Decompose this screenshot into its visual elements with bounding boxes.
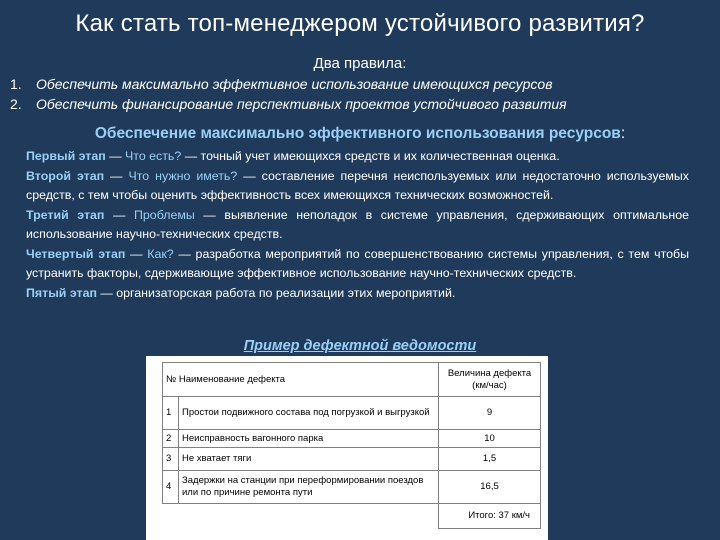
- stage-text: — точный учет имеющихся средств и их количественная оценка.: [181, 149, 560, 163]
- stage-item: [26, 206, 689, 245]
- header-num-name: [163, 363, 439, 397]
- stage-dash: —: [125, 246, 148, 261]
- row-num: 4: [163, 471, 179, 504]
- rule-number: 2.: [10, 96, 22, 112]
- header-num: №: [166, 373, 177, 385]
- stage-dash: —: [104, 207, 135, 222]
- row-name: Простои подвижного состава под погрузкой и выгрузкой: [179, 397, 439, 430]
- row-num: 1: [163, 397, 179, 430]
- total-spacer: [163, 504, 439, 529]
- example-title-text: Пример дефектной ведомости: [243, 338, 477, 354]
- stage-question: Что нужно иметь?: [128, 168, 238, 183]
- stage-item: [26, 167, 689, 206]
- stage-question: Как?: [147, 246, 174, 261]
- table-row: [163, 430, 541, 448]
- rule-item: [10, 74, 710, 94]
- stage-label: Второй этап: [26, 168, 105, 183]
- defect-sheet: [146, 356, 548, 540]
- defect-table: [162, 362, 541, 529]
- section-heading-text: Обеспечение максимально эффективного использования ресурсов: [94, 125, 621, 142]
- table-total-row: [163, 504, 541, 529]
- stages-list: [26, 147, 689, 303]
- rules-list: [10, 74, 710, 114]
- rule-text: Обеспечить финансирование перспективных проектов устойчивого развития: [36, 96, 567, 112]
- header-value: Величина дефекта (км/час): [439, 363, 541, 397]
- stage-item: [26, 147, 689, 167]
- stage-label: Четвертый этап: [26, 246, 126, 261]
- row-num: 3: [163, 448, 179, 471]
- stage-question: Проблемы: [134, 207, 195, 222]
- stage-label: Первый этап: [26, 149, 106, 163]
- row-name: Задержки на станции при переформировании поездов или по причине ремонта пути: [179, 471, 439, 504]
- stage-item: [26, 245, 689, 284]
- section-heading-colon: :: [620, 125, 626, 142]
- row-value: 10: [439, 430, 541, 448]
- slide-title: Как стать топ-менеджером устойчивого развития?: [75, 10, 645, 37]
- row-name: Неисправность вагонного парка: [179, 430, 439, 448]
- table-row: [163, 448, 541, 471]
- rule-number: 1.: [10, 76, 22, 92]
- row-name: Не хватает тяги: [179, 448, 439, 471]
- stage-text: организаторская работа по реализации этих мероприятий.: [116, 285, 456, 300]
- stage-dash: —: [105, 149, 126, 163]
- stage-dash: —: [104, 168, 129, 183]
- section-heading: [0, 125, 720, 143]
- total-value: Итого: 37 км/ч: [439, 504, 541, 529]
- stage-dash: —: [96, 285, 117, 300]
- stage-text: — разработка мероприятий по совершенствованию системы управления, с тем чтобы устранить факторы, сдерживающие эффективное использование научно-технических средств.: [26, 246, 690, 280]
- row-value: 1,5: [439, 448, 541, 471]
- header-name: Наименование дефекта: [178, 373, 286, 385]
- example-title: [0, 338, 720, 354]
- rule-text: Обеспечить максимально эффективное использование имеющихся ресурсов: [36, 76, 553, 92]
- rule-item: [10, 94, 710, 114]
- table-row: [163, 471, 541, 504]
- stage-text: — выявление неполадок в системе управления, сдерживающих оптимальное использование научно-технических средств.: [26, 207, 689, 241]
- table-header-row: [163, 363, 541, 397]
- rules-subtitle: Два правила:: [313, 55, 407, 72]
- table-row: [163, 397, 541, 430]
- stage-item: [26, 284, 689, 304]
- stage-text: — составление перечня неиспользуемых или недостаточно используемых средств, с тем чтобы оценить эффективность всех имеющихся технических возможностей.: [26, 168, 690, 202]
- row-num: 2: [163, 430, 179, 448]
- stage-label: Пятый этап: [26, 285, 97, 300]
- row-value: 16,5: [439, 471, 541, 504]
- row-value: 9: [439, 397, 541, 430]
- stage-question: Что есть?: [125, 149, 182, 163]
- stage-label: Третий этап: [26, 207, 105, 222]
